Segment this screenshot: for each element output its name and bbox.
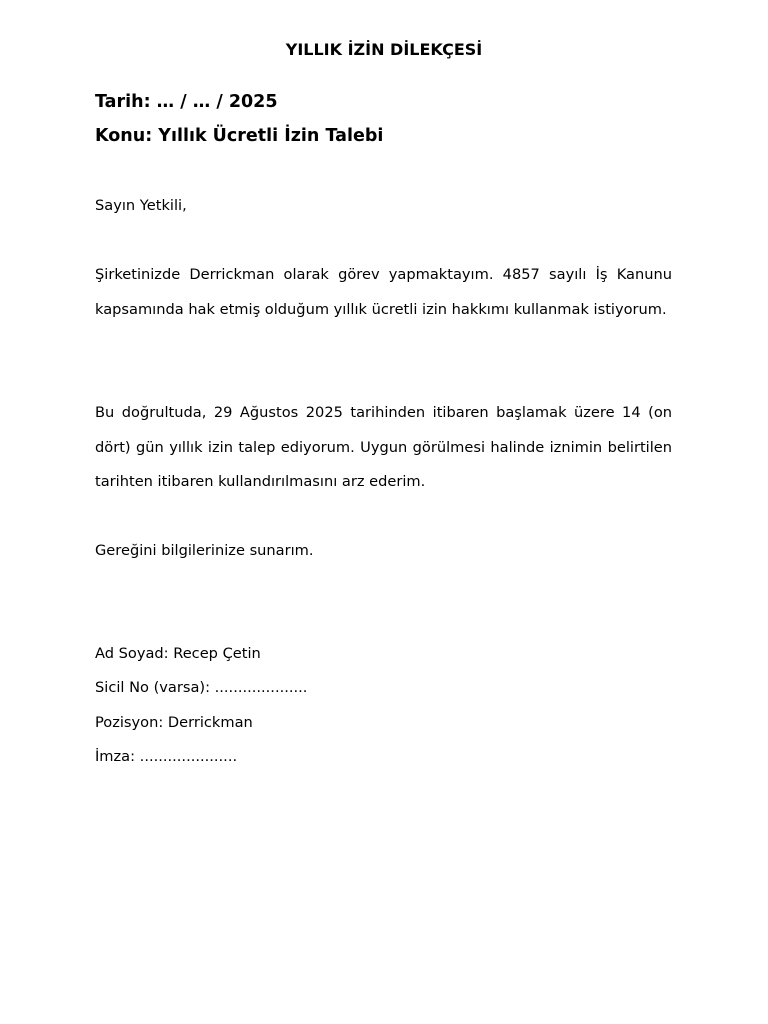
closing-line: Gereğini bilgilerinize sunarım. xyxy=(95,542,314,559)
name-line: Ad Soyad: Recep Çetin xyxy=(95,645,261,662)
position-line: Pozisyon: Derrickman xyxy=(95,714,253,731)
signature-line: İmza: ..................... xyxy=(95,748,238,765)
document-title: YILLIK İZİN DİLEKÇESİ xyxy=(285,40,483,59)
body-paragraph-2: Bu doğrultuda, 29 Ağustos 2025 tarihinden itibaren başlamak üzere 14 (on dört) gün yıllık izin talep ediyorum. Uygun görülmesi halinde iznimin belirtilen tarihten itibaren kullandırılmasını arz ederim. xyxy=(95,404,672,490)
subject-line: Konu: Yıllık Ücretli İzin Talebi xyxy=(95,126,384,146)
body-paragraph-1: Şirketinizde Derrickman olarak görev yapmaktayım. 4857 sayılı İş Kanunu kapsamında hak etmiş olduğum yıllık ücretli izin hakkımı kullanmak istiyorum. xyxy=(95,266,672,318)
salutation: Sayın Yetkili, xyxy=(95,197,187,214)
date-line: Tarih: … / … / 2025 xyxy=(95,92,278,112)
registry-number-line: Sicil No (varsa): .................... xyxy=(95,679,308,696)
